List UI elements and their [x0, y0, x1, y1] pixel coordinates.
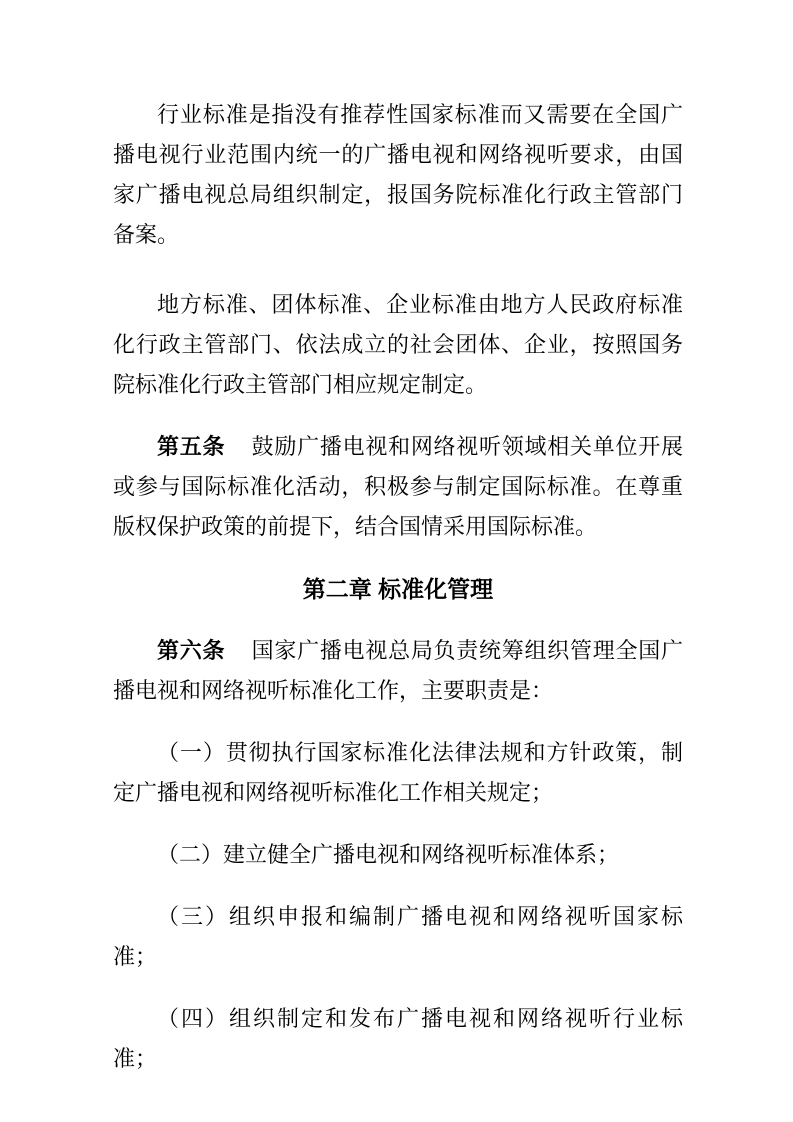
duty-item-2: （二）建立健全广播电视和网络视听标准体系；: [157, 842, 620, 867]
para-article-5: [113, 427, 683, 547]
article-6-text: 国家广播电视总局负责统筹组织管理全国广播电视和网络视听标准化工作，主要职责是：: [113, 638, 683, 703]
para-local-standards: 地方标准、团体标准、企业标准由地方人民政府标准化行政主管部门、依法成立的社会团体、企业，按照国务院标准化行政主管部门相应规定制定。: [113, 292, 683, 397]
duty-item-1: （一）贯彻执行国家标准化法律法规和方针政策，制定广播电视和网络视听标准化工作相关规定；: [113, 740, 683, 805]
duty-item-3: （三）组织申报和编制广播电视和网络视听国家标准；: [113, 904, 683, 969]
chapter-2-heading: 第二章 标准化管理: [302, 576, 494, 602]
duty-item-4: （四）组织制定和发布广播电视和网络视听行业标准；: [113, 1006, 683, 1071]
article-5-text: 鼓励广播电视和网络视听领域相关单位开展或参与国际标准化活动，积极参与制定国际标准。在尊重版权保护政策的前提下，结合国情采用国际标准。: [113, 434, 683, 539]
article-5-label: 第五条: [157, 434, 226, 459]
para-industry-standard: 行业标准是指没有推荐性国家标准而又需要在全国广播电视行业范围内统一的广播电视和网络视听要求，由国家广播电视总局组织制定，报国务院标准化行政主管部门备案。: [113, 102, 683, 247]
para-article-6: [113, 631, 683, 711]
article-6-label: 第六条: [157, 638, 226, 663]
